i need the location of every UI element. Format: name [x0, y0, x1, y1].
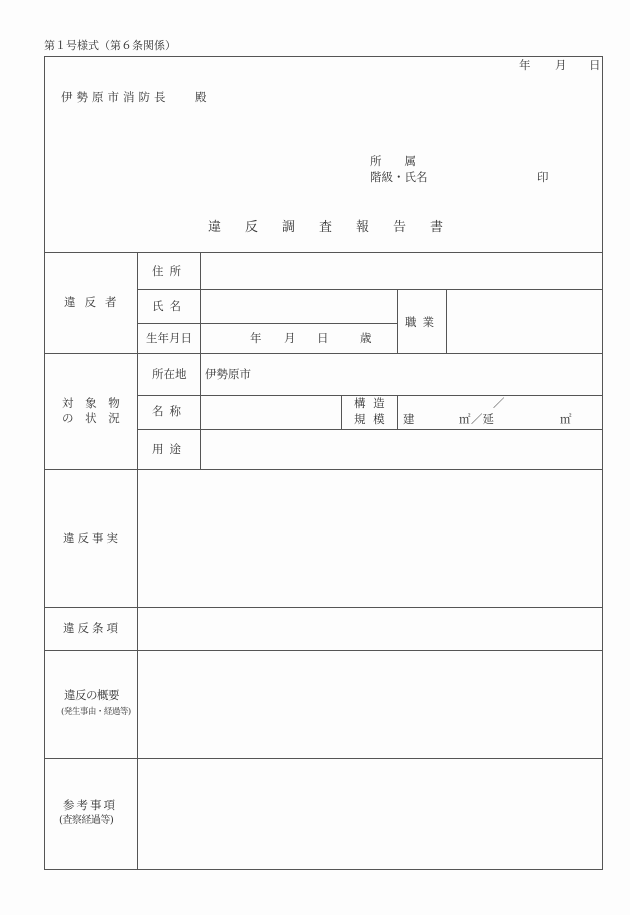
occupation-field[interactable]: [447, 290, 601, 353]
use-label: 用途: [152, 442, 187, 456]
divider: [397, 289, 398, 353]
address-field[interactable]: [201, 253, 601, 289]
building-area-label: 建: [403, 412, 415, 426]
addressee: 伊勢原市消防長: [61, 90, 170, 104]
form-number: 第１号様式（第６条関係）: [44, 39, 176, 52]
scale-label: 規 模: [354, 412, 387, 426]
date-year-label: 年: [519, 58, 531, 72]
reference-label: 参考事項: [63, 798, 117, 812]
divider: [44, 353, 602, 354]
name-field[interactable]: [201, 290, 397, 323]
age-label: 歳: [360, 331, 372, 345]
divider: [341, 395, 342, 429]
date-day-label: 日: [589, 58, 601, 72]
seal-mark: 印: [537, 170, 549, 184]
clause-label: 違反条項: [63, 621, 121, 635]
clause-field[interactable]: [138, 608, 601, 650]
facts-label: 違反事実: [63, 531, 121, 545]
address-label: 住所: [152, 264, 187, 278]
reference-field[interactable]: [138, 759, 601, 868]
birthdate-year-label: 年: [250, 331, 262, 345]
unit-m2-floor: ㎡: [560, 412, 572, 426]
birthdate-day-label: 日: [317, 331, 329, 345]
structure-label: 構 造: [354, 396, 387, 410]
occupation-label: 職業: [405, 315, 440, 329]
divider: [397, 395, 398, 429]
document-title: 違反調査報告書: [208, 220, 468, 235]
affiliation-label: 所 属: [370, 154, 416, 168]
reference-sub-label: (査察経過等): [59, 815, 114, 826]
birthdate-label: 生年月日: [146, 331, 192, 345]
summary-label: 違反の概要: [64, 688, 119, 702]
target-name-label: 名称: [152, 404, 187, 418]
use-field[interactable]: [201, 430, 601, 469]
rank-name-label: 階級・氏名: [370, 170, 428, 184]
birthdate-month-label: 月: [284, 331, 296, 345]
target-section-label-2: の 状 況: [62, 411, 124, 425]
unit-m2-building: ㎡: [459, 412, 471, 426]
honorific: 殿: [195, 90, 207, 104]
location-field[interactable]: 伊勢原市: [205, 367, 251, 381]
date-month-label: 月: [555, 58, 567, 72]
location-label: 所在地: [152, 367, 187, 381]
violator-section-label: 違反者: [64, 295, 126, 309]
target-name-field[interactable]: [201, 396, 341, 429]
floor-area-label: ／延: [471, 412, 494, 426]
target-section-label-1: 対 象 物: [62, 396, 124, 410]
summary-field[interactable]: [138, 651, 601, 758]
name-label: 氏名: [152, 299, 187, 313]
summary-sub-label: (発生事由・経過等): [61, 707, 131, 717]
facts-field[interactable]: [138, 470, 601, 607]
structure-separator: ／: [493, 396, 505, 410]
